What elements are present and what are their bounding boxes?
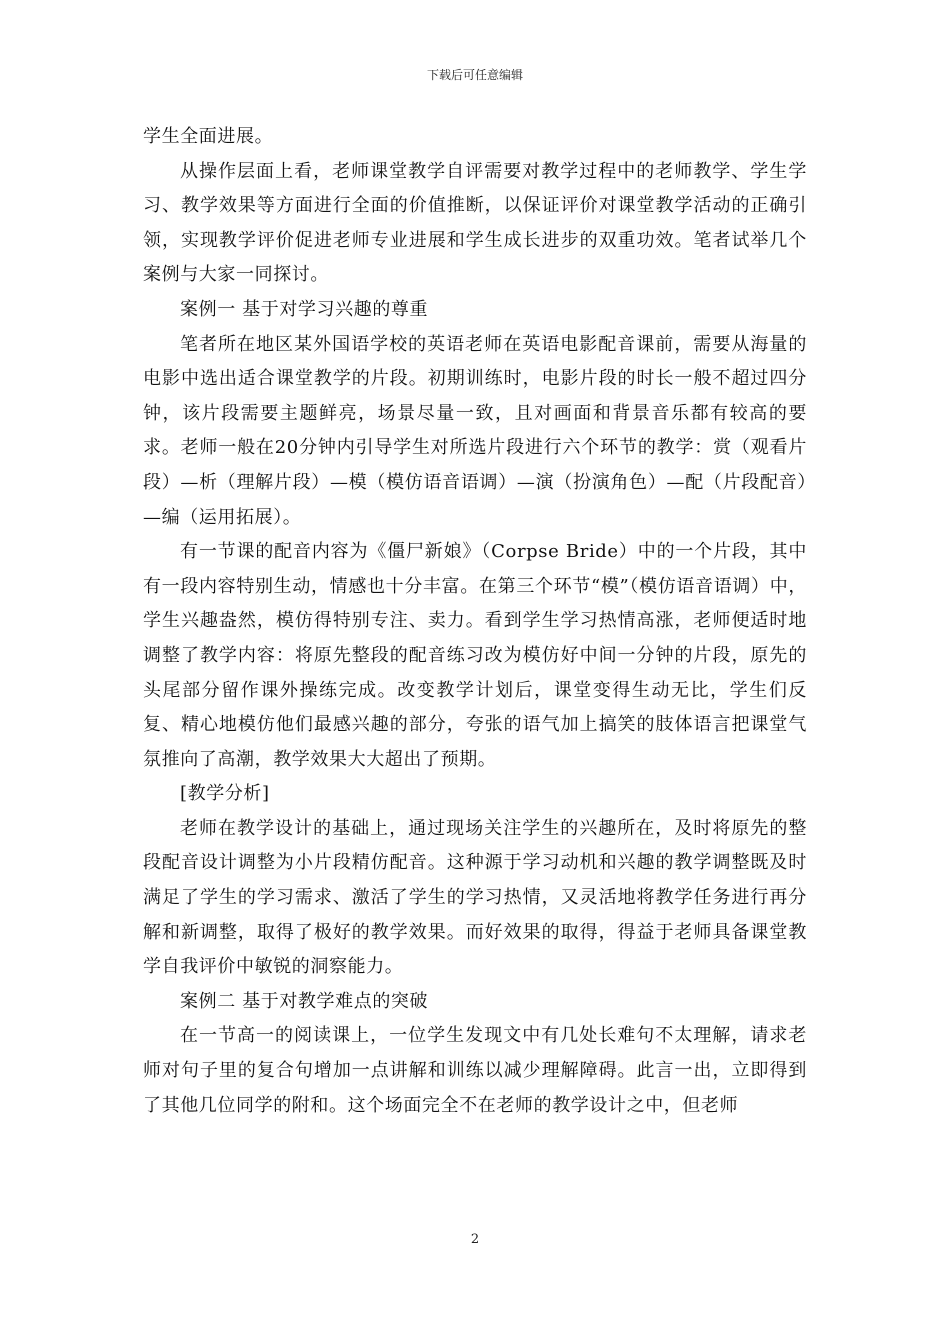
- page-number: 2: [470, 1232, 480, 1247]
- document-body: [143, 120, 807, 1123]
- page-header: 下载后可任意编辑: [426, 68, 523, 82]
- paragraph-7: 老师在教学设计的基础上，通过现场关注学生的兴趣所在，及时将原先的整段配音设计调整为小片段精仿配音。这种源于学习动机和兴趣的教学调整既及时满足了学生的学习需求、激活了学生的学习热情，又灵活地将教学任务进行再分解和新调整，取得了极好的教学效果。而好效果的取得，得益于老师具备课堂教学自我评价中敏锐的洞察能力。: [143, 817, 807, 978]
- analysis-heading: [教学分析]: [180, 783, 270, 805]
- paragraph-4: 笔者所在地区某外国语学校的英语老师在英语电影配音课前，需要从海量的电影中选出适合课堂教学的片段。初期训练时，电影片段的时长一般不超过四分钟，该片段需要主题鲜亮，场景尽量一致，且对画面和背景音乐都有较高的要求。老师一般在20分钟内引导学生对所选片段进行六个环节的教学：赏（观看片段）—析（理解片段）—模（模仿语音语调）—演（扮演角色）—配（片段配音）—编（运用拓展）。: [143, 333, 807, 528]
- paragraph-9: 在一节高一的阅读课上，一位学生发现文中有几处长难句不太理解，请求老师对句子里的复合句增加一点讲解和训练以减少理解障碍。此言一出，立即得到了其他几位同学的附和。这个场面完全不在老师的教学设计之中，但老师: [143, 1025, 807, 1116]
- case-one-heading: 案例一 基于对学习兴趣的尊重: [180, 298, 429, 320]
- paragraph-1: 学生全面进展。: [143, 126, 274, 147]
- case-two-heading: 案例二 基于对教学难点的突破: [180, 990, 429, 1012]
- paragraph-2: 从操作层面上看，老师课堂教学自评需要对教学过程中的老师教学、学生学习、教学效果等方面进行全面的价值推断，以保证评价对课堂教学活动的正确引领，实现教学评价促进老师专业进展和学生成长进步的双重功效。笔者试举几个案例与大家一同探讨。: [143, 160, 807, 286]
- paragraph-5: 有一节课的配音内容为《僵尸新娘》（Corpse Bride）中的一个片段，其中有一段内容特别生动，情感也十分丰富。在第三个环节“模”（模仿语音语调）中，学生兴趣盎然，模仿得特别专注、卖力。看到学生学习热情高涨，老师便适时地调整了教学内容：将原先整段的配音练习改为模仿好中间一分钟的片段，原先的头尾部分留作课外操练完成。改变教学计划后，课堂变得生动无比，学生们反复、精心地模仿他们最感兴趣的部分，夸张的语气加上搞笑的肢体语言把课堂气氛推向了高潮，教学效果大大超出了预期。: [143, 541, 807, 770]
